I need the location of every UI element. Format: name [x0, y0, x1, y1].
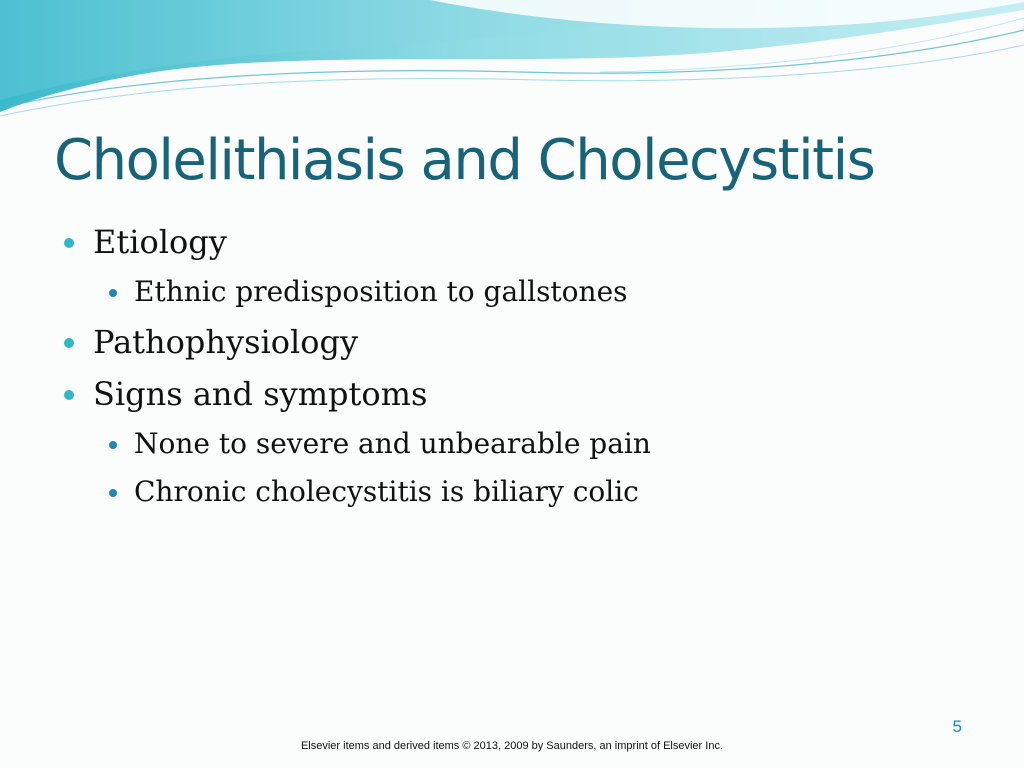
sub-bullet-dot-icon — [109, 289, 117, 297]
bullet-dot-icon — [64, 238, 74, 248]
sub-bullet-dot-icon — [109, 441, 117, 449]
bullet-item-signs-and-symptoms — [60, 374, 980, 414]
sub-bullet-item-ethnic-predisposition — [60, 274, 980, 310]
sub-bullet-item-chronic-cholecystitis — [60, 474, 980, 510]
bullet-text: Etiology — [93, 223, 227, 261]
sub-bullet-text: None to severe and unbearable pain — [134, 427, 651, 460]
bullet-item-etiology — [60, 222, 980, 262]
header-wave-decoration — [0, 0, 1024, 130]
bullet-text: Pathophysiology — [93, 323, 359, 361]
sub-bullet-item-pain — [60, 426, 980, 462]
bullet-dot-icon — [64, 390, 74, 400]
sub-bullet-text: Ethnic predisposition to gallstones — [134, 275, 628, 308]
bullet-item-pathophysiology — [60, 322, 980, 362]
bullet-list — [60, 222, 980, 522]
sub-bullet-dot-icon — [109, 489, 117, 497]
copyright-footer: Elsevier items and derived items © 2013, 2009 by Saunders, an imprint of Elsevier Inc. — [300, 740, 724, 752]
page-number: 5 — [952, 717, 962, 736]
bullet-dot-icon — [64, 338, 74, 348]
slide-title: Cholelithiasis and Cholecystitis — [54, 128, 875, 193]
bullet-text: Signs and symptoms — [93, 375, 428, 413]
sub-bullet-text: Chronic cholecystitis is biliary colic — [134, 475, 639, 508]
